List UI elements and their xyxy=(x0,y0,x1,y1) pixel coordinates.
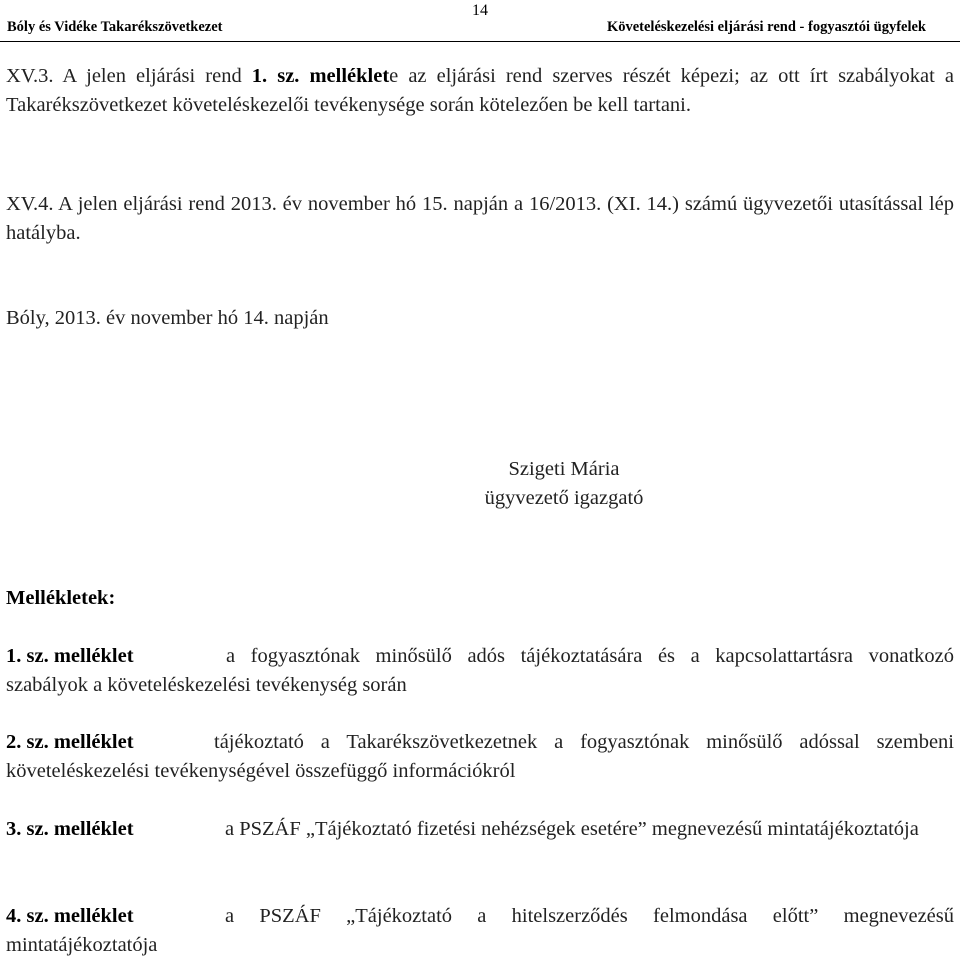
header-document-title: Követeléskezelési eljárási rend - fogyasztói ügyfelek xyxy=(606,19,926,35)
annex-text: a PSZÁF „Tájékoztató fizetési nehézségek esetére” megnevezésű mintatájékoztatója xyxy=(225,818,919,840)
paragraph-xv3-suffix: e az eljárási rend szerves részét képezi; az ott írt szabályokat a Takarékszövetkezet követeléskezelői tevékenysége során kötelezően be kell tartani. xyxy=(6,65,954,116)
header-rule xyxy=(0,41,960,42)
signature-name: Szigeti Mária xyxy=(508,458,620,480)
annex-text: tájékoztató a Takarékszövetkezetnek a fogyasztónak minősülő adóssal szembeni követeléskezelési tevékenységével összefüggő információkról xyxy=(6,731,954,782)
annex-item-2 xyxy=(6,728,954,786)
annex-label: 3. sz. melléklet xyxy=(6,818,134,840)
paragraph-xv3-prefix: XV.3. A jelen eljárási rend xyxy=(6,65,252,87)
annex-text: a PSZÁF „Tájékoztató a hitelszerződés felmondása előtt” megnevezésű mintatájékoztatója xyxy=(6,905,954,956)
annex-item-4 xyxy=(6,902,954,960)
place-date: Bóly, 2013. év november hó 14. napján xyxy=(6,307,329,329)
header-organization: Bóly és Vidéke Takarékszövetkezet xyxy=(7,19,223,35)
paragraph-xv4: XV.4. A jelen eljárási rend 2013. év november hó 15. napján a 16/2013. (XI. 14.) számú ügyvezetői utasítással lép hatályba. xyxy=(6,193,954,244)
paragraph-xv3-bold: 1. sz. melléklet xyxy=(251,65,390,87)
annexes-heading: Mellékletek: xyxy=(6,587,116,609)
annex-label: 2. sz. melléklet xyxy=(6,731,134,753)
annex-label: 4. sz. melléklet xyxy=(6,905,134,927)
paragraph-xv3 xyxy=(6,62,954,120)
annex-label: 1. sz. melléklet xyxy=(6,645,134,667)
annex-item-1 xyxy=(6,642,954,700)
annex-item-3 xyxy=(6,815,954,844)
signature-title: ügyvezető igazgató xyxy=(484,487,644,509)
page-number: 14 xyxy=(472,2,488,19)
annex-text: a fogyasztónak minősülő adós tájékoztatására és a kapcsolattartásra vonatkozó szabályok a követeléskezelési tevékenység során xyxy=(6,645,954,696)
